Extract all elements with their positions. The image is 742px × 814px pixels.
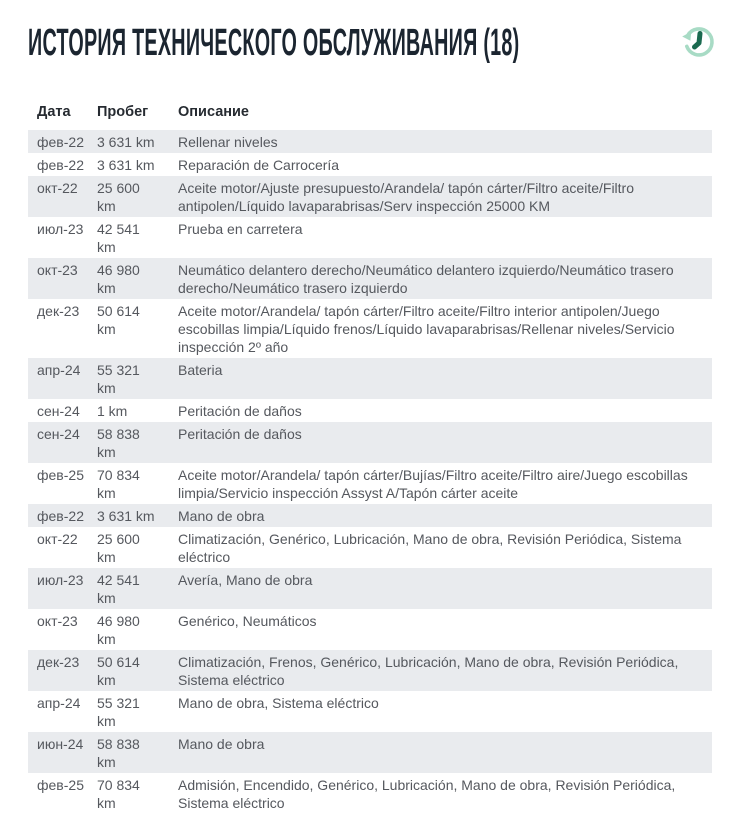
row-description: Neumático delantero derecho/Neumático delantero izquierdo/Neumático trasero derecho/Neumático trasero izquierdo [178,261,674,296]
row-mileage: 70 834 km [97,466,140,501]
row-mileage: 3 631 km [97,507,155,524]
table-row [28,176,712,217]
row-description: Rellenar niveles [178,133,278,150]
row-description: Bateria [178,361,223,378]
table-row [28,399,712,422]
table-row [28,217,712,258]
table-row [28,258,712,299]
page-title [28,24,714,62]
row-description: Genérico, Neumáticos [178,612,317,629]
row-mileage: 58 838 km [97,425,140,460]
row-date: июл-23 [37,571,84,588]
row-mileage: 55 321 km [97,694,140,729]
row-date: апр-24 [37,694,81,711]
table-row [28,504,712,527]
table-row [28,463,712,504]
table-row [28,153,712,176]
page-title-text: ИСТОРИЯ ТЕХНИЧЕСКОГО ОБСЛУЖИВАНИЯ (18) [28,22,520,64]
table-header [28,98,712,130]
row-date: фев-25 [37,466,84,483]
row-description: Aceite motor/Arandela/ tapón cárter/Filtro aceite/Filtro interior antipolen/Juego escobillas limpia/Líquido frenos/Líquido lavaparabrisas/Rellenar niveles/Servicio inspección 2º año [178,302,675,355]
row-mileage: 42 541 km [97,571,140,606]
table-row [28,609,712,650]
row-mileage: 42 541 km [97,220,140,255]
row-mileage: 50 614 km [97,653,140,688]
row-description: Climatización, Frenos, Genérico, Lubricación, Mano de obra, Revisión Periódica, Sistema eléctrico [178,653,679,688]
row-description: Peritación de daños [178,402,302,419]
row-description: Avería, Mano de obra [178,571,313,588]
row-description: Admisión, Encendido, Genérico, Lubricación, Mano de obra, Revisión Periódica, Sistema eléctrico [178,776,676,811]
table-row [28,773,712,814]
row-date: окт-23 [37,261,78,278]
row-description: Peritación de daños [178,425,302,442]
row-description: Mano de obra [178,735,265,752]
row-mileage: 46 980 km [97,261,140,296]
column-header-mileage: Пробег [97,104,149,120]
row-description: Climatización, Genérico, Lubricación, Mano de obra, Revisión Periódica, Sistema eléctrico [178,530,682,565]
row-date: апр-24 [37,361,81,378]
row-date: сен-24 [37,425,80,442]
table-row [28,691,712,732]
row-mileage: 46 980 km [97,612,140,647]
row-mileage: 70 834 km [97,776,140,811]
history-icon [678,20,718,60]
row-mileage: 55 321 km [97,361,140,396]
column-header-date: Дата [37,104,71,120]
table-row [28,358,712,399]
row-description: Mano de obra [178,507,265,524]
column-header-description: Описание [178,104,249,120]
table-header-row [28,98,712,130]
row-date: дек-23 [37,653,80,670]
table-row [28,650,712,691]
row-date: окт-23 [37,612,78,629]
table-row [28,299,712,358]
table-row [28,732,712,773]
row-date: окт-22 [37,530,78,547]
row-date: дек-23 [37,302,80,319]
row-mileage: 50 614 km [97,302,140,337]
row-mileage: 25 600 km [97,530,140,565]
row-date: окт-22 [37,179,78,196]
row-date: фев-22 [37,156,84,173]
section-header [0,0,742,66]
row-date: фев-22 [37,507,84,524]
row-mileage: 58 838 km [97,735,140,770]
table-body [28,130,712,814]
row-description: Mano de obra, Sistema eléctrico [178,694,379,711]
row-date: фев-25 [37,776,84,793]
row-date: июл-23 [37,220,84,237]
row-description: Reparación de Carrocería [178,156,340,173]
row-date: июн-24 [37,735,84,752]
table-row [28,130,712,153]
table-row [28,527,712,568]
row-mileage: 3 631 km [97,133,155,150]
maintenance-history-table [28,98,712,814]
row-description: Aceite motor/Ajuste presupuesto/Arandela/ tapón cárter/Filtro aceite/Filtro antipolen/Líquido lavaparabrisas/Serv inspección 25000 KM [178,179,634,214]
row-mileage: 25 600 km [97,179,140,214]
row-description: Prueba en carretera [178,220,303,237]
row-mileage: 1 km [97,402,128,419]
row-date: фев-22 [37,133,84,150]
table-row [28,422,712,463]
row-date: сен-24 [37,402,80,419]
row-mileage: 3 631 km [97,156,155,173]
row-description: Aceite motor/Arandela/ tapón cárter/Bujías/Filtro aceite/Filtro aire/Juego escobillas limpia/Servicio inspección Assyst A/Tapón cárter aceite [178,466,688,501]
table-row [28,568,712,609]
